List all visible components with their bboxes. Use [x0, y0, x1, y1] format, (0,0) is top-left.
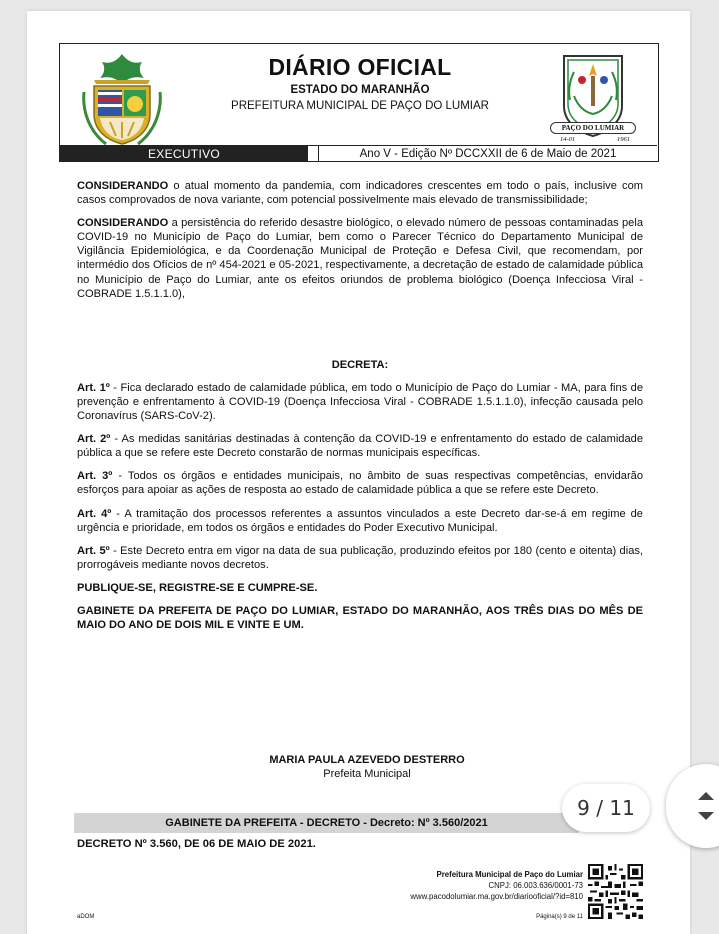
page-counter: 9 / 11 — [562, 784, 650, 832]
footer-org: Prefeitura Municipal de Paço do Lumiar — [436, 870, 583, 879]
article-1 — [77, 381, 643, 423]
considerando-text: o atual momento da pandemia, com indicadores crescentes em todo o país, inclusive com casos comprovados de nova variante, com potencial possivelmente mais elevado de transmissibilidade; — [77, 180, 643, 207]
section-label: EXECUTIVO — [60, 146, 308, 161]
article-text: - Fica declarado estado de calamidade pública, em todo o Município de Paço do Lumiar - MA, para fins de prevenção e enfrentamento à COVID-19 (Doença Infecciosa Viral - COBRADE 1.5.1.1.0), infecção causada pelo Coronavírus (SARS-CoV-2). — [77, 381, 643, 423]
page-up-down-icon[interactable] — [694, 788, 718, 824]
decree-reference-bar: GABINETE DA PREFEITA - DECRETO - Decreto: Nº 3.560/2021 — [74, 813, 579, 833]
considerando-label: CONSIDERANDO — [77, 180, 169, 192]
newspaper-title: DIÁRIO OFICIAL — [268, 54, 452, 80]
article-label: Art. 2º — [77, 433, 111, 446]
qr-code-icon — [588, 864, 643, 919]
article-text: - Este Decreto entra em vigor na data de sua publicação, produzindo efeitos por 180 (cento e oitenta) dias, prorrogáveis mediante novos decretos. — [77, 544, 643, 571]
state-name: ESTADO DO MARANHÃO — [290, 84, 430, 96]
adom-label: aDOM — [77, 914, 95, 920]
decree-number: DECRETO Nº 3.560, DE 06 DE MAIO DE 2021. — [77, 838, 316, 850]
municipality-name: PREFEITURA MUNICIPAL DE PAÇO DO LUMIAR — [231, 100, 489, 112]
article-text: - Todos os órgãos e entidades municipais, no âmbito de suas respectivas competências, envidarão esforços para apoiar as ações de resposta ao estado de calamidade pública a que se refere este Decreto. — [77, 470, 643, 497]
article-text: - As medidas sanitárias destinadas à contenção da COVID-19 e enfrentamento do estado de calamidade pública a que se refere este Decreto constarão de normas municipais específicas. — [77, 433, 643, 460]
footer-cnpj: CNPJ: 06.003.636/0001-73 — [488, 881, 583, 890]
publique-line: PUBLIQUE-SE, REGISTRE-SE E CUMPRE-SE. — [77, 581, 318, 594]
signatory-role: Prefeita Municipal — [323, 768, 411, 780]
seal-date-right: 1961 — [617, 136, 630, 143]
article-text: - A tramitação dos processos referentes a assuntos vinculados a este Decreto dar-se-á em regime de urgência e prioridade, em todos os órgãos e entidades do Poder Executivo Municipal. — [77, 507, 643, 534]
edition-label: Ano V - Edição Nº DCCXXII de 6 de Maio de 2021 — [318, 146, 657, 161]
article-label: Art. 5º — [77, 544, 110, 557]
decree-body — [77, 179, 643, 641]
article-2 — [77, 432, 643, 460]
seal-date-left: 14-01 — [560, 136, 576, 143]
signatory-name: MARIA PAULA AZEVEDO DESTERRO — [269, 754, 465, 766]
article-label: Art. 1º — [77, 381, 110, 394]
page-indicator: Página(s) 9 de 11 — [536, 914, 583, 920]
gabinete-line: GABINETE DA PREFEITA DE PAÇO DO LUMIAR, ESTADO DO MARANHÃO, AOS TRÊS DIAS DO MÊS DE MAIO DO ANO DE DOIS MIL E VINTE E UM. — [77, 604, 643, 632]
maranhao-coat-of-arms — [80, 52, 164, 148]
header — [59, 43, 659, 162]
seal-banner: PAÇO DO LUMIAR — [550, 122, 636, 134]
article-5 — [77, 544, 643, 572]
decreta-heading: DECRETA: — [331, 358, 389, 371]
footer-url[interactable]: www.pacodolumiar.ma.gov.br/diariooficial/?id=810 — [410, 892, 583, 901]
footer-info — [357, 869, 583, 902]
considerando-1 — [77, 179, 643, 207]
considerando-2 — [77, 216, 643, 301]
article-4 — [77, 507, 643, 535]
considerando-text: a persistência do referido desastre biológico, o elevado número de pessoas contaminadas pela COVID-19 no Município de Paço do Lumiar, bem como o Parecer Técnico do Departamento Municipal de Vigilância Epidemiológica, e da Coordenação Municipal de Proteção e Defesa Civil, que recomendam, por intermédio dos Ofícios de nº 454-2021 e 05-2021, respectivamente, a decretação de estado de calamidade pública no Município de Paço do Lumiar, ante os efeitos oriundos de problema biológico (Doença Infecciosa Viral - COBRADE 1.5.1.1.0), — [77, 217, 643, 300]
considerando-label: CONSIDERANDO — [77, 217, 169, 230]
seal-dates — [560, 136, 630, 143]
article-label: Art. 3º — [77, 470, 113, 483]
signature-block — [157, 753, 577, 781]
edition-bar — [60, 145, 657, 161]
article-3 — [77, 469, 643, 497]
article-label: Art. 4º — [77, 507, 112, 520]
